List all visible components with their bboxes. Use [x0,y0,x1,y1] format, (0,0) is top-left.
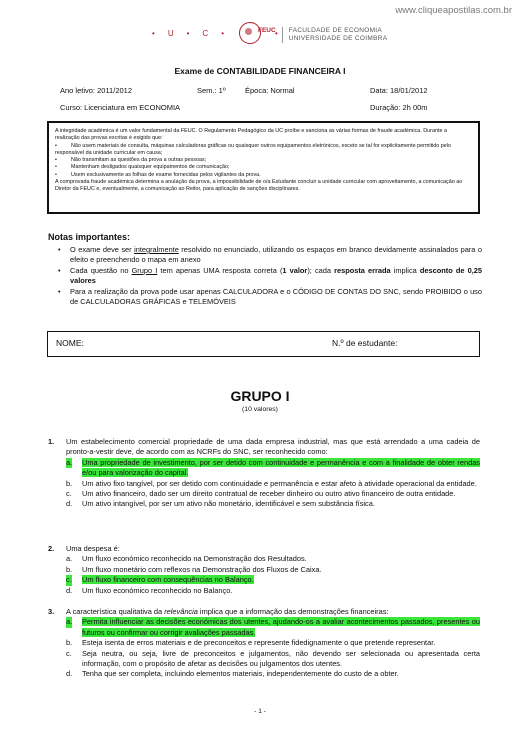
question-number: 3. [48,607,55,616]
feuc-separator [282,27,283,43]
integrity-bullet: • Usem exclusivamente as folhas de exame fornecidas pelos vigilantes da prova. [55,171,261,178]
feuc-line1: FACULDADE DE ECONOMIA [288,27,383,34]
question-3 [48,607,480,680]
question-2 [48,544,480,596]
exam-semester: Sem.: 1º [197,86,226,95]
exam-epoch: Época: Normal [245,86,295,95]
option-a[interactable]: a. Uma propriedade de investimento, por ser detido com continuidade e permanência e com a finalidade de obter rendas e/ou para valorização do capital. [66,457,480,478]
question-1 [48,437,480,510]
option-b[interactable]: b. Um ativo fixo tangível, por ser detido com continuidade e permanência e estar afeto à atividade operacional da entidade. [66,478,477,488]
option-a[interactable]: a. Permita influenciar as decisões económicas dos utentes, ajudando-os a avaliar acontecimentos passados, presentes ou futuros ou confirmar ou corrigir avaliações passadas. [66,617,480,637]
question-number: 2. [48,544,55,553]
note-item: • Para a realização da prova pode usar apenas CALCULADORA e o CÓDIGO DE CONTAS DO SNC, sendo PROIBIDO o uso de CALCULADORAS GRÁFICAS e TELEMÓVEIS [56,287,482,308]
option-c[interactable]: c. Seja neutra, ou seja, livre de preconceitos e julgamentos, não devendo ser selecionada ou apresentada certa informação, com o propósito de afetar as decisões ou julgamentos dos utentes. [66,648,480,669]
option-c[interactable]: c. Um fluxo financeiro com consequências no Balanço. [66,575,254,585]
name-label: NOME: [56,338,84,348]
watermark: www.cliqueapostilas.com.br [395,5,512,16]
exam-year: Ano letivo: 2011/2012 [60,86,133,95]
option-d[interactable]: d. Um ativo intangível, por ser um ativo não monetário, identificável e sem substância física. [66,499,375,509]
dot-icon: • [221,28,225,38]
notes-list [56,245,482,307]
question-text: A característica qualitativa da relevância implica que a informação das demonstrações financeiras: [66,607,389,616]
question-text: Uma despesa é: [66,544,120,553]
feuc-abbr: FEUC [258,27,276,34]
option-b[interactable]: b. Um fluxo monetário com reflexos na Demonstração dos Fluxos de Caixa. [66,564,322,574]
question-text: Um estabelecimento comercial propriedade de uma dada empresa industrial, mas que está arrendado a uma cadeia de pronto-a-vestir deve, de acordo com as NCRFs do SNC, ser reconhecido como: [66,437,480,457]
option-d[interactable]: d. Um fluxo económico reconhecido no Balanço. [66,585,233,595]
note-item: • O exame deve ser integralmente resolvido no enunciado, utilizando os espaços em branco devidamente assinalados para o efeito e preenchendo o mapa em anexo [56,245,482,266]
question-number: 1. [48,437,55,446]
integrity-bullet: • Não usem materiais de consulta, máquinas calculadoras gráficas ou quaisquer outros equipamentos eletrónicos, exceto se tal for explicitamente permitido pelo responsável da unidade curricular em causa; [55,142,451,156]
integrity-intro: A integridade académica é um valor fundamental da FEUC. O Regulamento Pedagógico da UC proíbe e sanciona as várias formas de fraude académica. Durante a realização das provas escritas é exigido que: [55,128,447,142]
uc-letter-u: U [167,28,175,38]
student-info-box [47,331,480,357]
dot-icon: • [152,28,156,38]
student-number-field[interactable] [418,336,476,350]
feuc-name [289,27,388,43]
integrity-bullet: • Mantenham desligados quaisquer equipamentos de comunicação; [55,164,230,171]
integrity-closing: A comprovada fraude académica determina a anulação da prova, a impossibilidade de o/a Estudante concluir a unidade curricular com aproveitamento, a comunicação ao Diretor da FEUC e, eventualmente, a comunicação ao Reitor, para aplicação de sanções disciplinares. [55,179,463,193]
option-b[interactable]: b. Esteja isenta de erros materiais e de preconceitos e represente fidedignamente o que pretende representar. [66,638,436,648]
dot-icon: • [186,28,191,38]
uc-letter-c: C [202,28,210,38]
integrity-notice [47,121,480,214]
feuc-logo [258,27,387,43]
option-c[interactable]: c. Um ativo financeiro, dado ser um direito contratual de receber dinheiro ou outro ativo financeiro de outra entidade. [66,489,456,499]
notes-title: Notas importantes: [48,232,131,242]
option-a[interactable]: a. Um fluxo económico reconhecido na Demonstração dos Resultados. [66,554,307,564]
page-number: - 1 - [254,708,266,715]
student-number-label: N.º de estudante: [332,338,398,348]
dot-icon: • [275,28,279,38]
exam-course: Curso: Licenciatura em ECONOMIA [60,103,181,112]
exam-duration: Duração: 2h 00m [370,103,428,112]
name-field[interactable] [98,336,318,350]
note-item: • Cada questão no Grupo I tem apenas UMA resposta correta (1 valor); cada resposta errada implica desconto de 0,25 valores [56,266,482,287]
exam-title: Exame de CONTABILIDADE FINANCEIRA I [174,66,346,76]
group-title: GRUPO I [230,388,290,404]
feuc-line2: UNIVERSIDADE DE COIMBRA [288,35,388,42]
group-subtitle: (10 valores) [242,406,278,413]
option-d[interactable]: d. Tenha que ser completa, incluindo elementos materiais, independentemente do custo de a obter. [66,669,399,679]
integrity-bullet: • Não transmitam as questões da prova a outras pessoas; [55,157,207,164]
exam-date: Data: 18/01/2012 [370,86,428,95]
